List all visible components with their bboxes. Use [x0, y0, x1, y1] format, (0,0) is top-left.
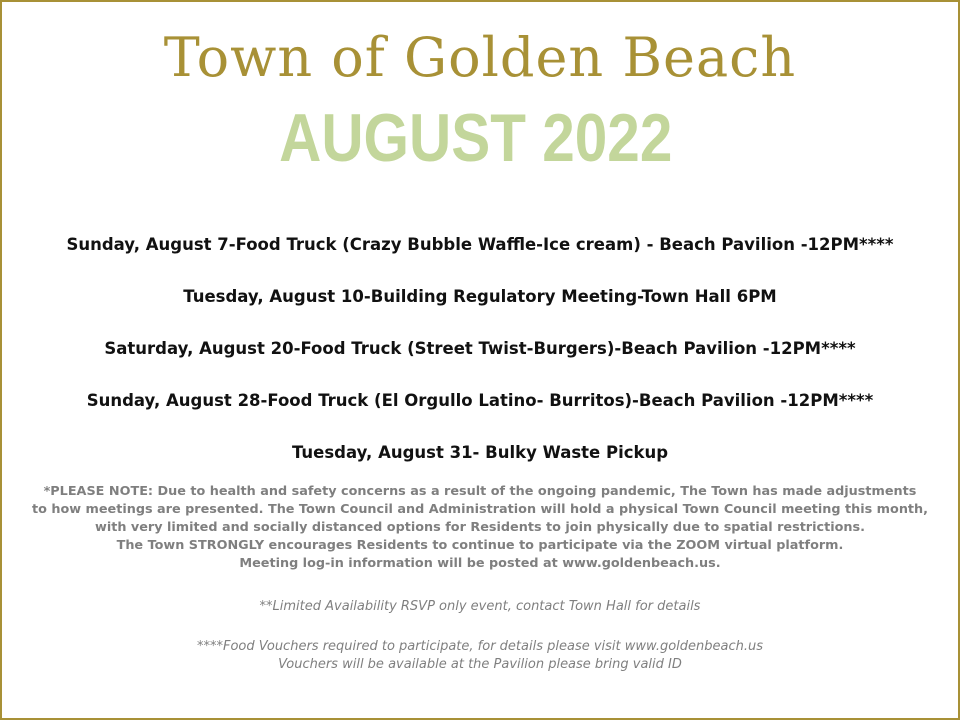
notice-line: Meeting log-in information will be posted at www.goldenbeach.us. [239, 556, 721, 571]
notice-line: with very limited and socially distanced options for Residents to join physically due to spatial restrictions. [95, 520, 865, 535]
event-item: Tuesday, August 31- Bulky Waste Pickup [291, 443, 669, 462]
month-title: AUGUST 2022 [279, 100, 673, 176]
event-item: Saturday, August 20-Food Truck (Street Twist-Burgers)-Beach Pavilion -12PM**** [104, 339, 856, 358]
notice-line: to how meetings are presented. The Town Council and Administration will hold a physical Town Council meeting this month, [31, 502, 929, 517]
event-list [2, 230, 958, 490]
pandemic-notice [2, 483, 958, 573]
voucher-line: ****Food Vouchers required to participate, for details please visit www.goldenbeach.us [196, 639, 764, 654]
event-item: Sunday, August 28-Food Truck (El Orgullo Latino- Burritos)-Beach Pavilion -12PM**** [86, 391, 874, 410]
notice-line: The Town STRONGLY encourages Residents to continue to participate via the ZOOM virtual platform. [116, 538, 844, 553]
rsvp-footnote: **Limited Availability RSVP only event, contact Town Hall for details [259, 599, 701, 614]
voucher-line: Vouchers will be available at the Pavilion please bring valid ID [278, 657, 682, 672]
notice-line: *PLEASE NOTE: Due to health and safety concerns as a result of the ongoing pandemic, The Town has made adjustments [43, 484, 917, 499]
event-item: Tuesday, August 10-Building Regulatory Meeting-Town Hall 6PM [183, 287, 777, 306]
town-title: Town of Golden Beach [163, 26, 797, 89]
event-item: Sunday, August 7-Food Truck (Crazy Bubble Waffle-Ice cream) - Beach Pavilion -12PM**** [66, 235, 894, 254]
voucher-footnote [2, 638, 958, 674]
